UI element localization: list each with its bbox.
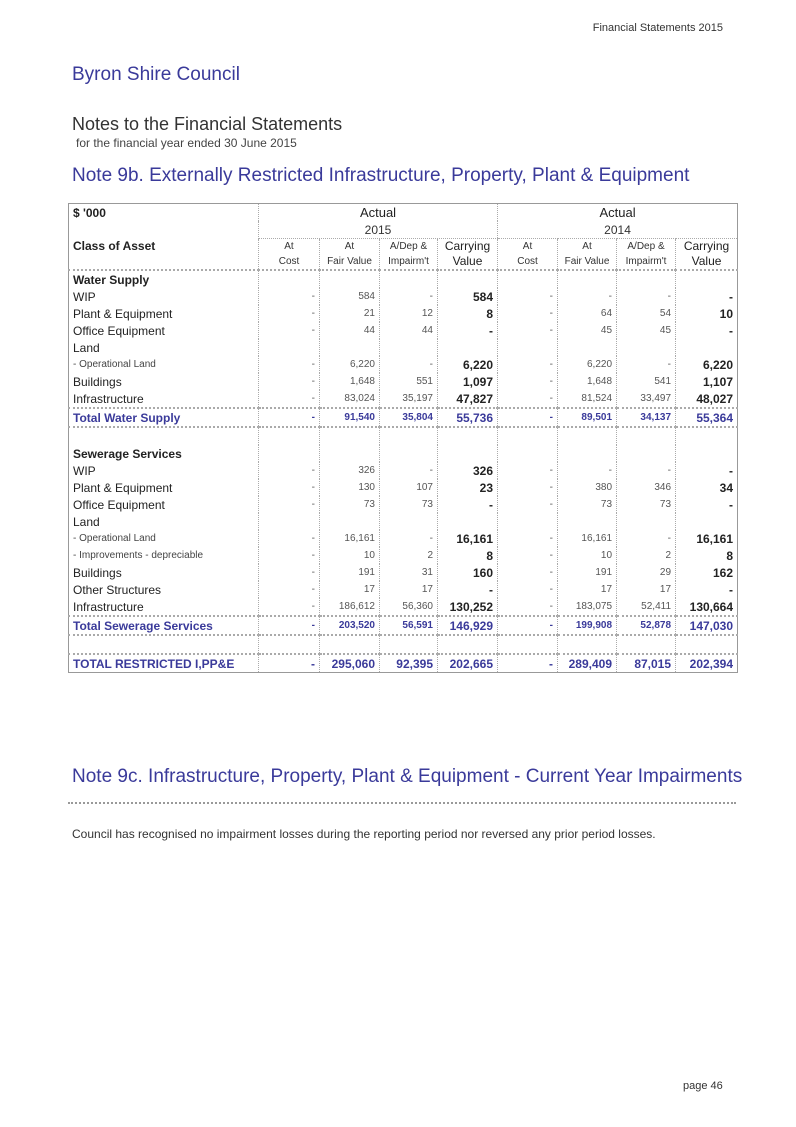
table-row	[69, 462, 738, 479]
value-cell: -	[259, 322, 320, 339]
value-cell: 6,220	[676, 356, 738, 373]
value-cell	[676, 513, 738, 530]
value-cell: 6,220	[320, 356, 380, 373]
value-cell	[259, 339, 320, 356]
asset-class-label: WIP	[73, 463, 96, 478]
restricted-assets-table	[68, 203, 738, 673]
sewer-total-section	[69, 616, 738, 635]
value-cell: -	[498, 356, 558, 373]
value-cell	[259, 513, 320, 530]
value-cell: -	[676, 288, 738, 305]
asset-class-label: TOTAL RESTRICTED I,PP&E	[69, 654, 259, 673]
table-row	[69, 373, 738, 390]
asset-class-label: Total Water Supply	[69, 408, 259, 427]
note-9c-title: Note 9c. Infrastructure, Property, Plant & Equipment - Current Year Impairments	[72, 766, 743, 787]
value-cell: 44	[380, 322, 438, 339]
asset-class-label: Office Equipment	[73, 497, 165, 512]
asset-class-label: Other Structures	[73, 582, 162, 597]
table-row	[69, 616, 738, 635]
value-cell: 54	[617, 305, 676, 322]
value-cell: -	[498, 479, 558, 496]
table-row	[69, 356, 738, 373]
class-of-asset-header: Class of Asset	[73, 238, 156, 253]
value-cell: 73	[320, 496, 380, 513]
value-cell	[498, 513, 558, 530]
value-cell: 1,648	[320, 373, 380, 390]
value-cell: 146,929	[438, 616, 498, 635]
value-cell: 73	[558, 496, 617, 513]
spacer-section	[69, 427, 738, 445]
value-cell: 81,524	[558, 390, 617, 408]
table-row	[69, 513, 738, 530]
value-cell: 16,161	[558, 530, 617, 547]
value-cell: -	[676, 322, 738, 339]
value-cell: 64	[558, 305, 617, 322]
value-cell: 56,591	[380, 616, 438, 635]
table-row	[69, 479, 738, 496]
notes-subtitle: for the financial year ended 30 June 2015	[76, 136, 297, 150]
table-row	[69, 408, 738, 427]
value-cell	[676, 339, 738, 356]
value-cell: 87,015	[617, 654, 676, 673]
col-header-carrying-2015: Carrying Value	[438, 239, 498, 271]
value-cell: 83,024	[320, 390, 380, 408]
notes-title: Notes to the Financial Statements	[72, 114, 343, 134]
value-cell: -	[438, 496, 498, 513]
water-supply-section	[69, 270, 738, 408]
value-cell: -	[259, 373, 320, 390]
value-cell: 52,878	[617, 616, 676, 635]
value-cell: 8	[438, 547, 498, 564]
value-cell: 2	[380, 547, 438, 564]
value-cell: 17	[558, 581, 617, 598]
value-cell: 346	[617, 479, 676, 496]
value-cell: 6,220	[438, 356, 498, 373]
value-cell: 541	[617, 373, 676, 390]
value-cell: -	[259, 408, 320, 427]
value-cell: 31	[380, 564, 438, 581]
value-cell: 289,409	[558, 654, 617, 673]
value-cell: 203,520	[320, 616, 380, 635]
asset-class-label: Plant & Equipment	[73, 480, 173, 495]
table-row	[69, 581, 738, 598]
value-cell	[617, 513, 676, 530]
value-cell: -	[617, 462, 676, 479]
asset-class-label: - Improvements - depreciable	[73, 550, 204, 561]
sewerage-services-heading: Sewerage Services	[73, 446, 182, 461]
group-2015-label: Actual	[259, 204, 498, 222]
asset-class-label: Office Equipment	[73, 323, 165, 338]
value-cell: -	[498, 373, 558, 390]
value-cell	[558, 339, 617, 356]
value-cell: -	[259, 479, 320, 496]
value-cell: 130,252	[438, 598, 498, 616]
value-cell: 45	[617, 322, 676, 339]
value-cell: 73	[617, 496, 676, 513]
value-cell: 44	[320, 322, 380, 339]
value-cell	[380, 513, 438, 530]
value-cell: 45	[558, 322, 617, 339]
value-cell: 584	[438, 288, 498, 305]
table-row	[69, 530, 738, 547]
value-cell: -	[617, 288, 676, 305]
value-cell: 584	[320, 288, 380, 305]
group-2015-year: 2015	[259, 221, 498, 239]
col-header-carrying-2014: Carrying Value	[676, 239, 738, 271]
value-cell: 295,060	[320, 654, 380, 673]
value-cell: -	[498, 564, 558, 581]
group-2014-year: 2014	[498, 221, 738, 239]
value-cell: 1,648	[558, 373, 617, 390]
value-cell: -	[676, 581, 738, 598]
value-cell: 17	[320, 581, 380, 598]
value-cell: -	[438, 581, 498, 598]
water-total-section	[69, 408, 738, 427]
value-cell: -	[259, 564, 320, 581]
value-cell: -	[498, 530, 558, 547]
asset-class-label: Buildings	[73, 374, 122, 389]
value-cell: 326	[320, 462, 380, 479]
value-cell: 34	[676, 479, 738, 496]
table-row	[69, 305, 738, 322]
asset-class-label: WIP	[73, 289, 96, 304]
col-header-adep-2014: A/Dep & Impairm't	[617, 239, 676, 271]
asset-class-label: Plant & Equipment	[73, 306, 173, 321]
value-cell: 551	[380, 373, 438, 390]
value-cell	[320, 513, 380, 530]
asset-class-label: Total Sewerage Services	[69, 616, 259, 635]
value-cell: 8	[676, 547, 738, 564]
value-cell: 55,364	[676, 408, 738, 427]
value-cell: -	[498, 305, 558, 322]
value-cell: 160	[438, 564, 498, 581]
asset-class-label: - Operational Land	[73, 359, 156, 370]
value-cell: -	[498, 390, 558, 408]
value-cell	[617, 339, 676, 356]
value-cell: 33,497	[617, 390, 676, 408]
value-cell: -	[498, 616, 558, 635]
value-cell: -	[380, 356, 438, 373]
value-cell: -	[259, 616, 320, 635]
asset-class-label: Infrastructure	[73, 391, 144, 406]
value-cell: 91,540	[320, 408, 380, 427]
water-supply-heading: Water Supply	[73, 272, 150, 287]
value-cell: -	[498, 408, 558, 427]
value-cell: 23	[438, 479, 498, 496]
asset-class-label: Infrastructure	[73, 599, 144, 614]
value-cell: -	[259, 530, 320, 547]
value-cell: 202,665	[438, 654, 498, 673]
value-cell: 147,030	[676, 616, 738, 635]
value-cell: 2	[617, 547, 676, 564]
col-header-fairvalue-2015: At Fair Value	[320, 239, 380, 271]
value-cell	[438, 513, 498, 530]
table-row	[69, 288, 738, 305]
note-9c-text: Council has recognised no impairment losses during the reporting period nor reversed any prior period losses.	[72, 827, 656, 841]
value-cell: -	[558, 288, 617, 305]
value-cell: 21	[320, 305, 380, 322]
value-cell: 47,827	[438, 390, 498, 408]
value-cell: -	[676, 496, 738, 513]
value-cell: -	[259, 356, 320, 373]
value-cell: -	[498, 288, 558, 305]
value-cell: 16,161	[320, 530, 380, 547]
value-cell: 17	[380, 581, 438, 598]
value-cell: -	[259, 390, 320, 408]
value-cell: 1,097	[438, 373, 498, 390]
divider	[68, 802, 736, 804]
value-cell: 191	[558, 564, 617, 581]
value-cell: -	[380, 530, 438, 547]
table-row	[69, 547, 738, 564]
value-cell: 48,027	[676, 390, 738, 408]
value-cell: 52,411	[617, 598, 676, 616]
col-header-cost-2014: At Cost	[498, 239, 558, 271]
col-header-cost-2015: At Cost	[259, 239, 320, 271]
value-cell: 35,197	[380, 390, 438, 408]
document-header-title: Financial Statements 2015	[592, 22, 723, 34]
value-cell	[320, 339, 380, 356]
value-cell: 17	[617, 581, 676, 598]
value-cell: -	[259, 654, 320, 673]
value-cell: -	[259, 288, 320, 305]
value-cell: -	[558, 462, 617, 479]
value-cell: -	[259, 462, 320, 479]
value-cell: -	[259, 581, 320, 598]
table-row	[69, 598, 738, 616]
value-cell: 191	[320, 564, 380, 581]
group-2014-label: Actual	[498, 204, 738, 222]
value-cell: 10	[320, 547, 380, 564]
value-cell: -	[498, 322, 558, 339]
asset-class-label: Land	[73, 514, 100, 529]
value-cell	[498, 339, 558, 356]
value-cell: 1,107	[676, 373, 738, 390]
value-cell: -	[498, 547, 558, 564]
value-cell: -	[676, 462, 738, 479]
value-cell: 202,394	[676, 654, 738, 673]
value-cell: 34,137	[617, 408, 676, 427]
value-cell: 55,736	[438, 408, 498, 427]
sewerage-services-section	[69, 445, 738, 616]
value-cell: -	[498, 496, 558, 513]
value-cell: 6,220	[558, 356, 617, 373]
value-cell: -	[380, 288, 438, 305]
value-cell: -	[259, 547, 320, 564]
value-cell: -	[438, 322, 498, 339]
value-cell: 183,075	[558, 598, 617, 616]
value-cell: 89,501	[558, 408, 617, 427]
value-cell: 29	[617, 564, 676, 581]
value-cell: 10	[558, 547, 617, 564]
col-header-fairvalue-2014: At Fair Value	[558, 239, 617, 271]
value-cell: -	[498, 654, 558, 673]
value-cell: 35,804	[380, 408, 438, 427]
value-cell: -	[259, 598, 320, 616]
value-cell: -	[380, 462, 438, 479]
col-header-adep-2015: A/Dep & Impairm't	[380, 239, 438, 271]
value-cell: 73	[380, 496, 438, 513]
value-cell: 92,395	[380, 654, 438, 673]
unit-label: $ '000	[73, 205, 106, 220]
spacer-section-2	[69, 635, 738, 654]
value-cell: 199,908	[558, 616, 617, 635]
asset-class-label: Buildings	[73, 565, 122, 580]
value-cell	[558, 513, 617, 530]
table-row	[69, 339, 738, 356]
table-row	[69, 496, 738, 513]
value-cell: 380	[558, 479, 617, 496]
value-cell: 56,360	[380, 598, 438, 616]
value-cell: -	[259, 305, 320, 322]
council-name: Byron Shire Council	[72, 64, 240, 85]
value-cell	[438, 339, 498, 356]
value-cell: -	[617, 356, 676, 373]
table-row	[69, 322, 738, 339]
value-cell	[380, 339, 438, 356]
asset-class-label: - Operational Land	[73, 533, 156, 544]
value-cell: 107	[380, 479, 438, 496]
page-number: page 46	[683, 1080, 723, 1092]
value-cell: -	[498, 581, 558, 598]
value-cell: -	[498, 598, 558, 616]
value-cell: -	[259, 496, 320, 513]
value-cell: 12	[380, 305, 438, 322]
value-cell: 326	[438, 462, 498, 479]
value-cell: 130,664	[676, 598, 738, 616]
value-cell: 162	[676, 564, 738, 581]
value-cell: -	[498, 462, 558, 479]
table-row	[69, 564, 738, 581]
value-cell: 16,161	[438, 530, 498, 547]
value-cell: 8	[438, 305, 498, 322]
table-row	[69, 654, 738, 673]
value-cell: 10	[676, 305, 738, 322]
value-cell: 16,161	[676, 530, 738, 547]
asset-class-label: Land	[73, 340, 100, 355]
grand-total-section	[69, 654, 738, 673]
table-row	[69, 390, 738, 408]
value-cell: -	[617, 530, 676, 547]
value-cell: 130	[320, 479, 380, 496]
value-cell: 186,612	[320, 598, 380, 616]
note-9b-title: Note 9b. Externally Restricted Infrastructure, Property, Plant & Equipment	[72, 165, 690, 186]
